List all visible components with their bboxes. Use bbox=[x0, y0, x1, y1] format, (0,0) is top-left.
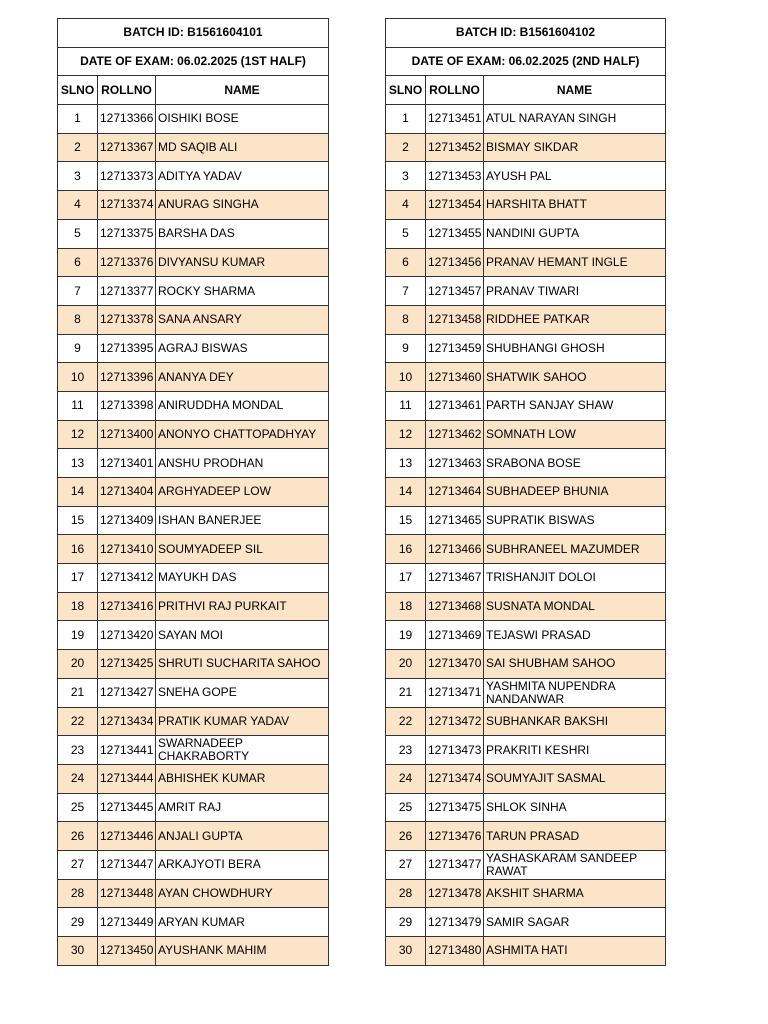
table-row bbox=[58, 162, 329, 191]
slno-cell: 12 bbox=[58, 420, 98, 449]
rollno-cell: 12713410 bbox=[98, 535, 156, 564]
table-row bbox=[386, 564, 666, 593]
name-cell: SUSNATA MONDAL bbox=[484, 592, 666, 621]
table-row bbox=[58, 650, 329, 679]
rollno-cell: 12713471 bbox=[426, 678, 484, 707]
table-row bbox=[386, 248, 666, 277]
slno-cell: 29 bbox=[58, 908, 98, 937]
slno-cell: 13 bbox=[386, 449, 426, 478]
rollno-cell: 12713449 bbox=[98, 908, 156, 937]
rollno-cell: 12713420 bbox=[98, 621, 156, 650]
slno-cell: 19 bbox=[386, 621, 426, 650]
table-row bbox=[58, 678, 329, 707]
table-row bbox=[58, 191, 329, 220]
rollno-cell: 12713458 bbox=[426, 305, 484, 334]
slno-cell: 6 bbox=[58, 248, 98, 277]
slno-cell: 15 bbox=[386, 506, 426, 535]
name-cell: ARKAJYOTI BERA bbox=[156, 850, 329, 879]
name-cell: ISHAN BANERJEE bbox=[156, 506, 329, 535]
name-cell: SHUBHANGI GHOSH bbox=[484, 334, 666, 363]
name-cell: RIDDHEE PATKAR bbox=[484, 305, 666, 334]
table-row bbox=[58, 248, 329, 277]
slno-cell: 22 bbox=[58, 707, 98, 736]
rollno-cell: 12713455 bbox=[426, 219, 484, 248]
name-cell: ATUL NARAYAN SINGH bbox=[484, 105, 666, 134]
table-row bbox=[386, 535, 666, 564]
rollno-cell: 12713425 bbox=[98, 650, 156, 679]
name-cell: SOUMYAJIT SASMAL bbox=[484, 764, 666, 793]
rollno-cell: 12713462 bbox=[426, 420, 484, 449]
slno-cell: 27 bbox=[386, 850, 426, 879]
name-cell: SUPRATIK BISWAS bbox=[484, 506, 666, 535]
column-header-slno: SLNO bbox=[58, 76, 98, 105]
table-row bbox=[386, 391, 666, 420]
table-row bbox=[386, 678, 666, 707]
table-row bbox=[386, 764, 666, 793]
slno-cell: 30 bbox=[58, 937, 98, 966]
rollno-cell: 12713474 bbox=[426, 764, 484, 793]
slno-cell: 12 bbox=[386, 420, 426, 449]
slno-cell: 7 bbox=[386, 277, 426, 306]
rollno-cell: 12713469 bbox=[426, 621, 484, 650]
name-cell: HARSHITA BHATT bbox=[484, 191, 666, 220]
name-cell: TEJASWI PRASAD bbox=[484, 621, 666, 650]
name-cell: OISHIKI BOSE bbox=[156, 105, 329, 134]
slno-cell: 14 bbox=[58, 478, 98, 507]
column-header-name: NAME bbox=[484, 76, 666, 105]
name-cell: SNEHA GOPE bbox=[156, 678, 329, 707]
slno-cell: 2 bbox=[386, 133, 426, 162]
slno-cell: 8 bbox=[58, 305, 98, 334]
name-cell: SOMNATH LOW bbox=[484, 420, 666, 449]
name-cell: YASHMITA NUPENDRA NANDANWAR bbox=[484, 678, 666, 707]
name-cell: ADITYA YADAV bbox=[156, 162, 329, 191]
rollno-cell: 12713444 bbox=[98, 764, 156, 793]
table-row bbox=[58, 793, 329, 822]
table-row bbox=[386, 506, 666, 535]
slno-cell: 25 bbox=[386, 793, 426, 822]
slno-cell: 21 bbox=[386, 678, 426, 707]
rollno-cell: 12713460 bbox=[426, 363, 484, 392]
slno-cell: 16 bbox=[58, 535, 98, 564]
name-cell: SHRUTI SUCHARITA SAHOO bbox=[156, 650, 329, 679]
table-row bbox=[386, 908, 666, 937]
rollno-cell: 12713447 bbox=[98, 850, 156, 879]
table-row bbox=[58, 879, 329, 908]
table-row bbox=[58, 305, 329, 334]
rollno-cell: 12713456 bbox=[426, 248, 484, 277]
batch-table-1 bbox=[57, 18, 329, 966]
slno-cell: 16 bbox=[386, 535, 426, 564]
table-row bbox=[58, 535, 329, 564]
table-row bbox=[386, 420, 666, 449]
table-row bbox=[58, 449, 329, 478]
rollno-cell: 12713472 bbox=[426, 707, 484, 736]
table-row bbox=[58, 219, 329, 248]
rollno-cell: 12713396 bbox=[98, 363, 156, 392]
name-cell: ANSHU PRODHAN bbox=[156, 449, 329, 478]
rollno-cell: 12713434 bbox=[98, 707, 156, 736]
slno-cell: 21 bbox=[58, 678, 98, 707]
name-cell: SRABONA BOSE bbox=[484, 449, 666, 478]
table-row bbox=[58, 850, 329, 879]
column-header-rollno: ROLLNO bbox=[98, 76, 156, 105]
rollno-cell: 12713461 bbox=[426, 391, 484, 420]
rollno-cell: 12713453 bbox=[426, 162, 484, 191]
rollno-cell: 12713476 bbox=[426, 822, 484, 851]
rollno-cell: 12713473 bbox=[426, 736, 484, 765]
table-row bbox=[386, 478, 666, 507]
name-cell: ROCKY SHARMA bbox=[156, 277, 329, 306]
table-row bbox=[58, 592, 329, 621]
rollno-cell: 12713480 bbox=[426, 937, 484, 966]
rollno-cell: 12713463 bbox=[426, 449, 484, 478]
name-cell: MAYUKH DAS bbox=[156, 564, 329, 593]
column-header-rollno: ROLLNO bbox=[426, 76, 484, 105]
name-cell: PRANAV TIWARI bbox=[484, 277, 666, 306]
rollno-cell: 12713445 bbox=[98, 793, 156, 822]
table-row bbox=[386, 363, 666, 392]
rollno-cell: 12713477 bbox=[426, 850, 484, 879]
name-cell: SUBHRANEEL MAZUMDER bbox=[484, 535, 666, 564]
table-row bbox=[386, 621, 666, 650]
name-cell: PRATIK KUMAR YADAV bbox=[156, 707, 329, 736]
table-row bbox=[58, 105, 329, 134]
rollno-cell: 12713395 bbox=[98, 334, 156, 363]
slno-cell: 14 bbox=[386, 478, 426, 507]
table-row bbox=[58, 937, 329, 966]
slno-cell: 20 bbox=[58, 650, 98, 679]
name-cell: AGRAJ BISWAS bbox=[156, 334, 329, 363]
table-row bbox=[58, 764, 329, 793]
slno-cell: 5 bbox=[386, 219, 426, 248]
rollno-cell: 12713416 bbox=[98, 592, 156, 621]
slno-cell: 2 bbox=[58, 133, 98, 162]
table-row bbox=[386, 822, 666, 851]
slno-cell: 23 bbox=[386, 736, 426, 765]
table-row bbox=[386, 277, 666, 306]
rollno-cell: 12713448 bbox=[98, 879, 156, 908]
slno-cell: 26 bbox=[58, 822, 98, 851]
table-row bbox=[58, 420, 329, 449]
table-row bbox=[58, 736, 329, 765]
table-row bbox=[386, 133, 666, 162]
slno-cell: 11 bbox=[386, 391, 426, 420]
slno-cell: 29 bbox=[386, 908, 426, 937]
table-row bbox=[58, 506, 329, 535]
name-cell: TRISHANJIT DOLOI bbox=[484, 564, 666, 593]
name-cell: PRANAV HEMANT INGLE bbox=[484, 248, 666, 277]
rollno-cell: 12713475 bbox=[426, 793, 484, 822]
table-row bbox=[386, 592, 666, 621]
slno-cell: 25 bbox=[58, 793, 98, 822]
rollno-cell: 12713366 bbox=[98, 105, 156, 134]
rollno-cell: 12713376 bbox=[98, 248, 156, 277]
table-row bbox=[386, 219, 666, 248]
table-row bbox=[386, 937, 666, 966]
rollno-cell: 12713412 bbox=[98, 564, 156, 593]
slno-cell: 18 bbox=[58, 592, 98, 621]
slno-cell: 23 bbox=[58, 736, 98, 765]
batch-table-2 bbox=[385, 18, 666, 966]
rollno-cell: 12713401 bbox=[98, 449, 156, 478]
slno-cell: 17 bbox=[58, 564, 98, 593]
slno-cell: 17 bbox=[386, 564, 426, 593]
slno-cell: 1 bbox=[386, 105, 426, 134]
rollno-cell: 12713404 bbox=[98, 478, 156, 507]
slno-cell: 22 bbox=[386, 707, 426, 736]
name-cell: ASHMITA HATI bbox=[484, 937, 666, 966]
table-row bbox=[386, 162, 666, 191]
name-cell: SHATWIK SAHOO bbox=[484, 363, 666, 392]
rollno-cell: 12713454 bbox=[426, 191, 484, 220]
table-row bbox=[58, 363, 329, 392]
slno-cell: 24 bbox=[386, 764, 426, 793]
slno-cell: 3 bbox=[58, 162, 98, 191]
rollno-cell: 12713377 bbox=[98, 277, 156, 306]
table-row bbox=[386, 105, 666, 134]
column-header-slno: SLNO bbox=[386, 76, 426, 105]
name-cell: ANJALI GUPTA bbox=[156, 822, 329, 851]
name-cell: AMRIT RAJ bbox=[156, 793, 329, 822]
table-row bbox=[58, 908, 329, 937]
table-row bbox=[386, 334, 666, 363]
name-cell: SUBHADEEP BHUNIA bbox=[484, 478, 666, 507]
name-cell: YASHASKARAM SANDEEP RAWAT bbox=[484, 850, 666, 879]
table-row bbox=[58, 391, 329, 420]
rollno-cell: 12713465 bbox=[426, 506, 484, 535]
name-cell: BISMAY SIKDAR bbox=[484, 133, 666, 162]
name-cell: ANONYO CHATTOPADHYAY bbox=[156, 420, 329, 449]
name-cell: PARTH SANJAY SHAW bbox=[484, 391, 666, 420]
name-cell: ARYAN KUMAR bbox=[156, 908, 329, 937]
rollno-cell: 12713373 bbox=[98, 162, 156, 191]
table-row bbox=[58, 822, 329, 851]
slno-cell: 18 bbox=[386, 592, 426, 621]
name-cell: AYAN CHOWDHURY bbox=[156, 879, 329, 908]
rollno-cell: 12713446 bbox=[98, 822, 156, 851]
rollno-cell: 12713457 bbox=[426, 277, 484, 306]
rollno-cell: 12713478 bbox=[426, 879, 484, 908]
column-header-name: NAME bbox=[156, 76, 329, 105]
name-cell: SHLOK SINHA bbox=[484, 793, 666, 822]
slno-cell: 15 bbox=[58, 506, 98, 535]
slno-cell: 5 bbox=[58, 219, 98, 248]
slno-cell: 4 bbox=[58, 191, 98, 220]
name-cell: SOUMYADEEP SIL bbox=[156, 535, 329, 564]
table-row bbox=[58, 334, 329, 363]
name-cell: ANIRUDDHA MONDAL bbox=[156, 391, 329, 420]
slno-cell: 20 bbox=[386, 650, 426, 679]
exam-date-heading: DATE OF EXAM: 06.02.2025 (2ND HALF) bbox=[386, 47, 666, 76]
exam-date-heading: DATE OF EXAM: 06.02.2025 (1ST HALF) bbox=[58, 47, 329, 76]
rollno-cell: 12713479 bbox=[426, 908, 484, 937]
table-row bbox=[58, 707, 329, 736]
name-cell: AYUSHANK MAHIM bbox=[156, 937, 329, 966]
table-row bbox=[386, 850, 666, 879]
rollno-cell: 12713451 bbox=[426, 105, 484, 134]
table-row bbox=[386, 793, 666, 822]
slno-cell: 26 bbox=[386, 822, 426, 851]
slno-cell: 8 bbox=[386, 305, 426, 334]
table-row bbox=[58, 133, 329, 162]
table-row bbox=[386, 305, 666, 334]
batch-id-heading: BATCH ID: B1561604102 bbox=[386, 19, 666, 48]
name-cell: SAYAN MOI bbox=[156, 621, 329, 650]
slno-cell: 3 bbox=[386, 162, 426, 191]
rollno-cell: 12713427 bbox=[98, 678, 156, 707]
slno-cell: 1 bbox=[58, 105, 98, 134]
table-row bbox=[58, 621, 329, 650]
table-row bbox=[386, 707, 666, 736]
name-cell: AYUSH PAL bbox=[484, 162, 666, 191]
table-row bbox=[386, 449, 666, 478]
slno-cell: 9 bbox=[58, 334, 98, 363]
slno-cell: 19 bbox=[58, 621, 98, 650]
rollno-cell: 12713452 bbox=[426, 133, 484, 162]
name-cell: ANURAG SINGHA bbox=[156, 191, 329, 220]
table-row bbox=[386, 879, 666, 908]
name-cell: TARUN PRASAD bbox=[484, 822, 666, 851]
slno-cell: 6 bbox=[386, 248, 426, 277]
name-cell: SAMIR SAGAR bbox=[484, 908, 666, 937]
name-cell: BARSHA DAS bbox=[156, 219, 329, 248]
slno-cell: 7 bbox=[58, 277, 98, 306]
rollno-cell: 12713470 bbox=[426, 650, 484, 679]
slno-cell: 11 bbox=[58, 391, 98, 420]
name-cell: SAI SHUBHAM SAHOO bbox=[484, 650, 666, 679]
name-cell: SANA ANSARY bbox=[156, 305, 329, 334]
rollno-cell: 12713464 bbox=[426, 478, 484, 507]
rollno-cell: 12713374 bbox=[98, 191, 156, 220]
name-cell: MD SAQIB ALI bbox=[156, 133, 329, 162]
table-row bbox=[386, 650, 666, 679]
slno-cell: 10 bbox=[58, 363, 98, 392]
slno-cell: 28 bbox=[58, 879, 98, 908]
table-row bbox=[386, 191, 666, 220]
rollno-cell: 12713441 bbox=[98, 736, 156, 765]
slno-cell: 28 bbox=[386, 879, 426, 908]
table-row bbox=[58, 564, 329, 593]
slno-cell: 9 bbox=[386, 334, 426, 363]
name-cell: PRITHVI RAJ PURKAIT bbox=[156, 592, 329, 621]
name-cell: ARGHYADEEP LOW bbox=[156, 478, 329, 507]
table-row bbox=[58, 277, 329, 306]
rollno-cell: 12713468 bbox=[426, 592, 484, 621]
rollno-cell: 12713375 bbox=[98, 219, 156, 248]
name-cell: SWARNADEEP CHAKRABORTY bbox=[156, 736, 329, 765]
rollno-cell: 12713398 bbox=[98, 391, 156, 420]
slno-cell: 4 bbox=[386, 191, 426, 220]
name-cell: ABHISHEK KUMAR bbox=[156, 764, 329, 793]
table-row bbox=[58, 478, 329, 507]
rollno-cell: 12713450 bbox=[98, 937, 156, 966]
name-cell: NANDINI GUPTA bbox=[484, 219, 666, 248]
rollno-cell: 12713367 bbox=[98, 133, 156, 162]
slno-cell: 10 bbox=[386, 363, 426, 392]
name-cell: ANANYA DEY bbox=[156, 363, 329, 392]
name-cell: DIVYANSU KUMAR bbox=[156, 248, 329, 277]
table-row bbox=[386, 736, 666, 765]
slno-cell: 30 bbox=[386, 937, 426, 966]
slno-cell: 13 bbox=[58, 449, 98, 478]
rollno-cell: 12713409 bbox=[98, 506, 156, 535]
slno-cell: 27 bbox=[58, 850, 98, 879]
rollno-cell: 12713466 bbox=[426, 535, 484, 564]
name-cell: PRAKRITI KESHRI bbox=[484, 736, 666, 765]
rollno-cell: 12713400 bbox=[98, 420, 156, 449]
batch-id-heading: BATCH ID: B1561604101 bbox=[58, 19, 329, 48]
name-cell: SUBHANKAR BAKSHI bbox=[484, 707, 666, 736]
rollno-cell: 12713459 bbox=[426, 334, 484, 363]
rollno-cell: 12713467 bbox=[426, 564, 484, 593]
rollno-cell: 12713378 bbox=[98, 305, 156, 334]
slno-cell: 24 bbox=[58, 764, 98, 793]
name-cell: AKSHIT SHARMA bbox=[484, 879, 666, 908]
